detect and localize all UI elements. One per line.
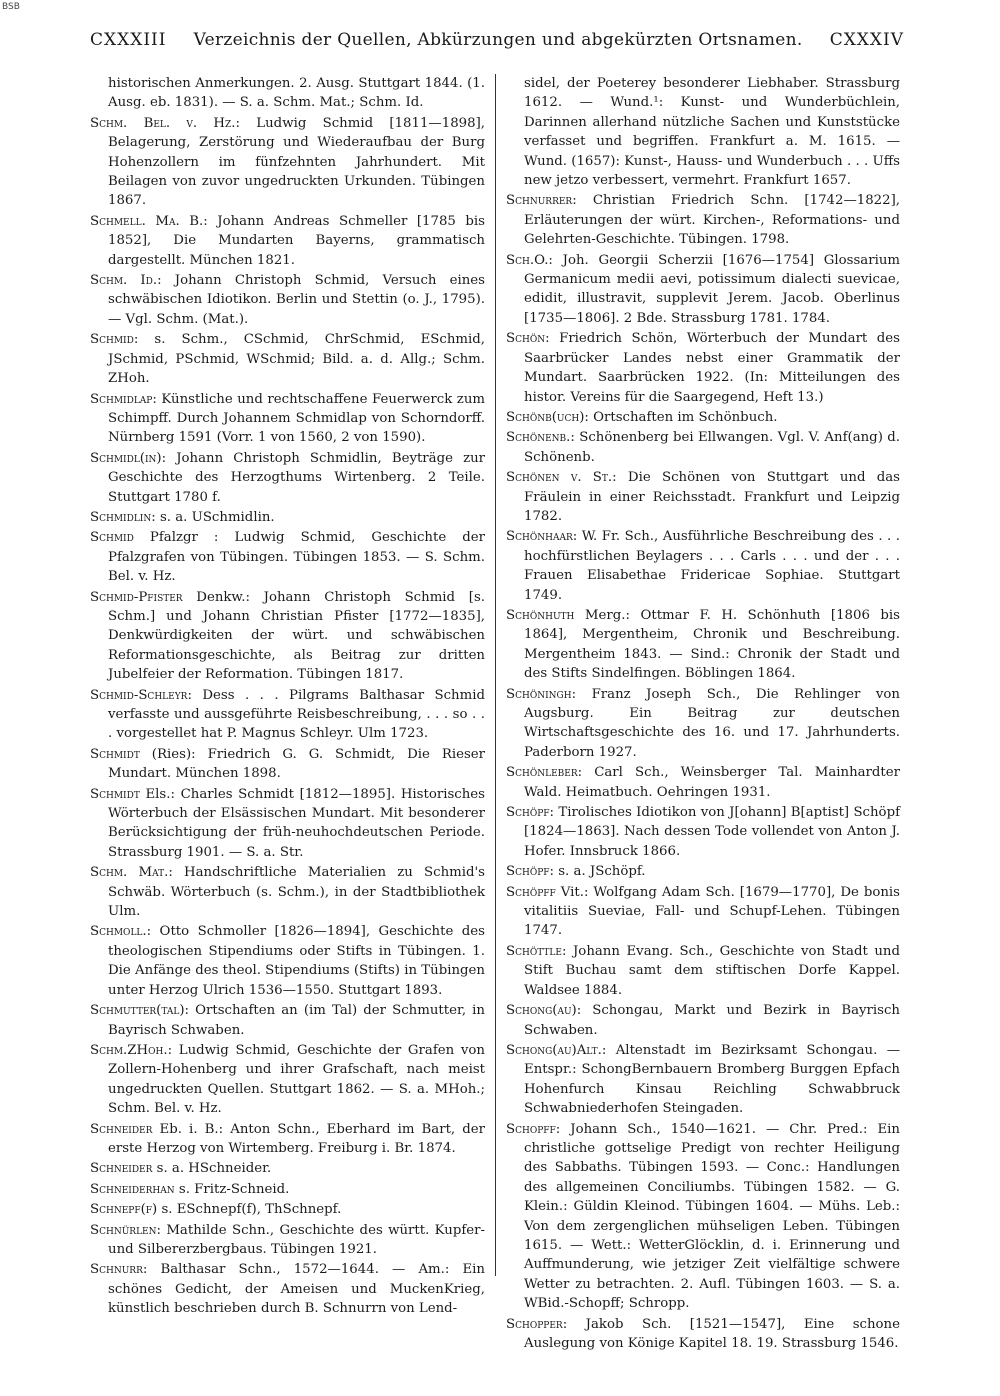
entry-text: : s. a. JSchöpf.	[549, 864, 646, 880]
entry-abbreviation: Schönhaar	[506, 529, 573, 545]
entry-text: : Die Schönen von Stuttgart und das Fräulein in einer Reichsstadt. Frankfurt und Leipzig 1782.	[524, 470, 900, 524]
bibliography-entry	[90, 74, 485, 113]
entry-text: historischen Anmerkungen. 2. Ausg. Stuttgart 1844. (1. Ausg. eb. 1831). — S. a. Schm. Mat.; Schm. Id.	[108, 76, 485, 111]
entry-abbreviation: Schnürlen	[90, 1222, 157, 1238]
entry-text: : Ludwig Schmid [1811—1898], Belagerung, Zerstörung und Wiederaufbau der Burg Hohenzollern im fünfzehnten Jahrhundert. Mit Beilagen von zuvor ungedruckten Urkunden. Tübingen 1867.	[108, 115, 485, 209]
entry-abbreviation: Schm.ZHoh.	[90, 1042, 168, 1058]
entry-abbreviation: Schmid-Schleyr	[90, 687, 188, 703]
bibliography-entry	[90, 1001, 485, 1040]
entry-abbreviation: Schneider	[90, 1121, 153, 1137]
bibliography-entry	[90, 1221, 485, 1260]
bibliography-entry	[506, 1041, 900, 1119]
bibliography-entry	[90, 1120, 485, 1159]
entry-text: : Ludwig Schmid, Geschichte der Grafen von Zollern-Hohenberg und ihrer Grafschaft, nach meist ungedruckten Quellen. Stuttgart 1862. — S. a. MHoh.; Schm. Bel. v. Hz.	[108, 1042, 485, 1117]
bibliography-entry	[506, 862, 900, 881]
entry-abbreviation: Schöningh	[506, 686, 572, 702]
entry-abbreviation: Schmutter(tal)	[90, 1003, 185, 1019]
library-stamp: BSB	[2, 2, 20, 12]
entry-text: Denkw.: Johann Christoph Schmid [s. Schm.] und Johann Christian Pfister [1772—1835], Denkwürdigkeiten der würt. und schwäbischen Reformationsgeschichte, als Beitrag zur dritten Jubelfeier der Reformation. Tübingen 1817.	[108, 589, 485, 683]
entry-text: sidel, der Poeterey besonderer Liebhaber. Strassburg 1612. — Wund.¹: Kunst- und Wunderbüchlein, Darinnen allerhand nützliche Sachen und Kunststücke verfasset und begriffen. Frankfurt a. M. 1615. — Wund. (1657): Kunst-, Hauss- und Wunderbuch . . . Uffs new jetzo verbessert, vermehrt. Frankfurt 1657.	[524, 76, 900, 189]
bibliography-entry	[506, 428, 900, 467]
page-header	[90, 30, 904, 58]
entry-abbreviation: Schopper	[506, 1316, 563, 1332]
bibliography-entry	[90, 1200, 485, 1219]
entry-abbreviation: Schm. Bel. v. Hz.	[90, 115, 236, 131]
bibliography-entry	[90, 330, 485, 388]
entry-abbreviation: Schong(au)Alt.	[506, 1042, 602, 1058]
entry-text: : s. Schm., CSchmid, ChrSchmid, ESchmid, JSchmid, PSchmid, WSchmid; Bild. a. d. Allg.; Schm. ZHoh.	[108, 332, 485, 387]
entry-abbreviation: Schneider	[90, 1161, 153, 1177]
entry-text: : Altenstadt im Bezirksamt Schongau. — Entspr.: SchongBernbauern Bromberg Burggen Epfach Hohenfurch Kinsau Reichling Schwabbruck Schwabniederhofen Steingaden.	[524, 1042, 900, 1117]
entry-text: : Johann Christoph Schmid, Versuch eines schwäbischen Idiotikon. Berlin und Stettin (o. J., 1795). — Vgl. Schm. (Mat.).	[108, 273, 485, 327]
entry-abbreviation: Schmid	[90, 332, 134, 348]
bibliography-entry	[506, 527, 900, 605]
entry-abbreviation: Schmidlin	[90, 509, 152, 525]
bibliography-entry	[506, 803, 900, 861]
entry-abbreviation: Schöpf	[506, 805, 550, 821]
bibliography-entry	[90, 508, 485, 527]
entry-text: : Handschriftliche Materialien zu Schmid's Schwäb. Wörterbuch (s. Schm.), in der Stadtbibliothek Ulm.	[108, 865, 485, 920]
entry-abbreviation: Schönhuth	[506, 607, 575, 623]
entry-abbreviation: Schmidt	[90, 746, 140, 762]
entry-abbreviation: Schmoll.	[90, 924, 147, 940]
entry-abbreviation: Schong(au)	[506, 1003, 577, 1019]
bibliography-entry	[506, 942, 900, 1000]
bibliography-entry	[90, 390, 485, 448]
bibliography-entry	[506, 408, 900, 427]
entry-abbreviation: Schöpf	[506, 864, 550, 880]
bibliography-entry	[506, 1001, 900, 1040]
entry-text: : Franz Joseph Sch., Die Rehlinger von Augsburg. Ein Beitrag zur deutschen Wirtschaftsgeschichte des 16. und 17. Jahrhunderts. Paderborn 1927.	[524, 686, 900, 760]
entry-abbreviation: Schöttle	[506, 943, 562, 959]
page-number-left: CXXXIII	[90, 30, 167, 50]
entry-text: : Schongau, Markt und Bezirk in Bayrisch Schwaben.	[524, 1003, 900, 1038]
left-column	[90, 74, 495, 1317]
entry-text: : Johann Christoph Schmidlin, Beyträge zur Geschichte des Herzogthums Wirtenberg. 2 Teile. Stuttgart 1780 f.	[108, 450, 485, 505]
entry-text: : Schönenberg bei Ellwangen. Vgl. V. Anf(ang) d. Schönenb.	[524, 430, 900, 465]
entry-text: Eb. i. B.: Anton Schn., Eberhard im Bart, der erste Herzog von Wirtemberg. Freiburg i. Br. 1874.	[108, 1121, 485, 1156]
bibliography-entry	[506, 1120, 900, 1314]
bibliography-entry	[506, 251, 900, 329]
entry-text: : Mathilde Schn., Geschichte des württ. Kupfer- und Silbererzbergbaus. Tübingen 1921.	[108, 1222, 485, 1257]
entry-abbreviation: Schmidt	[90, 786, 140, 802]
entry-text: Els.: Charles Schmidt [1812—1895]. Historisches Wörterbuch der Elsässischen Mundart. Mit besonderer Berücksichtigung der früh-neuhochdeutschen Periode. Strassburg 1901. — S. a. Str.	[108, 786, 485, 860]
entry-text: Pfalzgr : Ludwig Schmid, Geschichte der Pfalzgrafen von Tübingen. Tübingen 1853. — S. Schm. Bel. v. Hz.	[108, 530, 485, 585]
entry-text: : Friedrich Schön, Wörterbuch der Mundart des Saarbrücker Landes nebst einer Grammatik der Mundart. Saarbrücken 1922. (In: Mitteilungen des histor. Vereins für die Saargegend, Heft 13.)	[524, 331, 900, 405]
bibliography-entry	[506, 685, 900, 763]
entry-text: s. a. HSchneider.	[152, 1161, 272, 1177]
bibliography-entry	[506, 74, 900, 190]
entry-text: : Jakob Sch. [1521—1547], Eine schone Auslegung von Könige Kapitel 18. 19. Strassburg 1546.	[524, 1316, 900, 1351]
entry-abbreviation: Schneiderhan	[90, 1181, 175, 1197]
entry-abbreviation: Schopff	[506, 1121, 556, 1137]
entry-abbreviation: Schmid-Pfister	[90, 589, 183, 605]
right-column	[495, 74, 900, 1351]
entry-text: : Johann Andreas Schmeller [1785 bis 1852], Die Mundarten Bayerns, grammatisch dargestellt. München 1821.	[108, 213, 486, 268]
bibliography-entry	[90, 271, 485, 329]
bibliography-entry	[506, 468, 900, 526]
page-title: Verzeichnis der Quellen, Abkürzungen und abgekürzten Ortsnamen.	[193, 30, 803, 50]
bibliography-entry	[90, 588, 485, 685]
bibliography-entry	[90, 114, 485, 211]
bibliography-entry	[90, 449, 485, 507]
bibliography-entry	[90, 686, 485, 744]
entry-text: : Dess . . . Pilgrams Balthasar Schmid verfasste und aussgeführte Reisbeschreibung, . . . so . . . vorgestellet hat P. Magnus Schleyr. Ulm 1723.	[108, 687, 485, 742]
entry-abbreviation: Schönenb.	[506, 430, 571, 446]
bibliography-entry	[90, 745, 485, 784]
entry-abbreviation: Schmidl(in)	[90, 450, 162, 466]
entry-text: : Christian Friedrich Schn. [1742—1822], Erläuterungen der würt. Kirchen-, Reformations- und Gelehrten-Geschichte. Tübingen. 1798.	[524, 193, 900, 248]
entry-abbreviation: Schönen v. St.	[506, 470, 613, 486]
entry-abbreviation: Schöpff	[506, 884, 556, 900]
entry-text: : Künstliche und rechtschaffene Feuerwerck zum Schimpff. Durch Johannem Schmidlap von Schorndorff. Nürnberg 1591 (Vorr. 1 von 1560, 2 von 1590).	[108, 391, 485, 446]
text-columns	[90, 74, 908, 1351]
entry-text: Merg.: Ottmar F. H. Schönhuth [1806 bis 1864], Mergentheim, Chronik und Beschreibung. Mergentheim 1843. — Sind.: Chronik der Stadt und des Stifts Sindelfingen. Böblingen 1864.	[524, 607, 900, 682]
bibliography-entry	[506, 606, 900, 684]
bibliography-entry	[90, 922, 485, 1000]
entry-text: Vit.: Wolfgang Adam Sch. [1679—1770], De bonis vitalitiis Sueviae, Fall- und Schupf-Lehen. Tübingen 1747.	[524, 884, 900, 939]
entry-text: : Ortschaften an (im Tal) der Schmutter, in Bayrisch Schwaben.	[108, 1003, 485, 1038]
bibliography-entry	[506, 191, 900, 249]
bibliography-entry	[506, 883, 900, 941]
entry-text: : s. a. USchmidlin.	[151, 509, 275, 525]
entry-text: : Balthasar Schn., 1572—1644. — Am.: Ein schönes Gedicht, der Ameisen und MuckenKrieg, künstlich beschrieben durch B. Schnurrn von Lend-	[108, 1262, 485, 1317]
entry-text: : Joh. Georgii Scherzii [1676—1754] Glossarium Germanicum medii aevi, potissimum dialecti suevicae, edidit, illustravit, supplevit Jerem. Jacob. Oberlinus [1735—1806]. 2 Bde. Strassburg 1781. 1784.	[524, 252, 900, 326]
entry-text: s. ESchnepf(f), ThSchnepf.	[157, 1202, 342, 1218]
entry-abbreviation: Schnurrer	[506, 193, 573, 209]
bibliography-entry	[90, 212, 485, 270]
entry-text: : Otto Schmoller [1826—1894], Geschichte des theologischen Stipendiums oder Stifts in Tübingen. 1. Die Anfänge des theol. Stipendiums (Stifts) in Tübingen unter Herzog Ulrich 1536—1550. Stuttgart 1893.	[108, 924, 485, 998]
entry-abbreviation: Schnepf(f)	[90, 1202, 158, 1218]
entry-abbreviation: Schmid	[90, 530, 134, 546]
entry-text: s. Fritz-Schneid.	[174, 1181, 290, 1197]
page-number-right: CXXXIV	[829, 30, 904, 50]
entry-text: : Ortschaften im Schönbuch.	[584, 409, 778, 425]
entry-text: : Tirolisches Idiotikon von J[ohann] B[aptist] Schöpf [1824—1863]. Nach dessen Tode vollendet von Anton J. Hofer. Innsbruck 1866.	[524, 805, 900, 859]
bibliography-entry	[506, 329, 900, 407]
entry-abbreviation: Schmidlap	[90, 391, 153, 407]
bibliography-entry	[90, 1260, 485, 1318]
bibliography-entry	[90, 1041, 485, 1119]
entry-abbreviation: Schönb(uch)	[506, 409, 585, 425]
entry-text: : Carl Sch., Weinsberger Tal. Mainhardter Wald. Heimatbuch. Oehringen 1931.	[524, 765, 900, 800]
entry-abbreviation: Schm. Id.	[90, 273, 158, 289]
entry-text: : Johann Sch., 1540—1621. — Chr. Pred.: Ein christliche gottselige Predigt von rechter Heiligung des Sabbaths. Tübingen 1593. — Conc.: Handlungen des allgemeinen Conciliumbs. Tübingen 1582. — G. Klein.: Güldin Kleinod. Tübingen 1604. — Mühs. Leb.: Von dem zergenglichen mühseligen Leben. Tübingen 1615. — Wett.: WetterGlöcklin, d. i. Erinnerung und Auffmunderung, wie jetziger Zeit vielfältige schwere Wetter zu betrachten. 2. Aufl. Tübingen 1603. — S. a. WBid.-Schopff; Schropp.	[524, 1121, 900, 1312]
entry-text: : W. Fr. Sch., Ausführliche Beschreibung des . . . hochfürstlichen Beylagers . . . Carls . . . und der . . . Frauen Elisabethae Fridericae Sophiae. Stuttgart 1749.	[524, 529, 900, 603]
entry-abbreviation: Sch.O.	[506, 252, 549, 268]
bibliography-entry	[90, 863, 485, 921]
bibliography-entry	[506, 1315, 900, 1354]
bibliography-entry	[90, 528, 485, 586]
entry-abbreviation: Schmell. Ma. B.	[90, 213, 204, 229]
entry-abbreviation: Schm. Mat.	[90, 865, 169, 881]
bibliography-entry	[90, 785, 485, 863]
entry-text: (Ries): Friedrich G. G. Schmidt, Die Rieser Mundart. München 1898.	[108, 746, 485, 782]
entry-text: : Johann Evang. Sch., Geschichte von Stadt und Stift Buchau samt dem stiftischen Dorfe Kappel. Waldsee 1884.	[524, 943, 900, 998]
bibliography-entry	[90, 1180, 485, 1199]
bibliography-entry	[90, 1159, 485, 1178]
bibliography-entry	[506, 763, 900, 802]
entry-abbreviation: Schön	[506, 331, 546, 347]
entry-abbreviation: Schnurr	[90, 1262, 143, 1278]
entry-abbreviation: Schönleber	[506, 765, 578, 781]
